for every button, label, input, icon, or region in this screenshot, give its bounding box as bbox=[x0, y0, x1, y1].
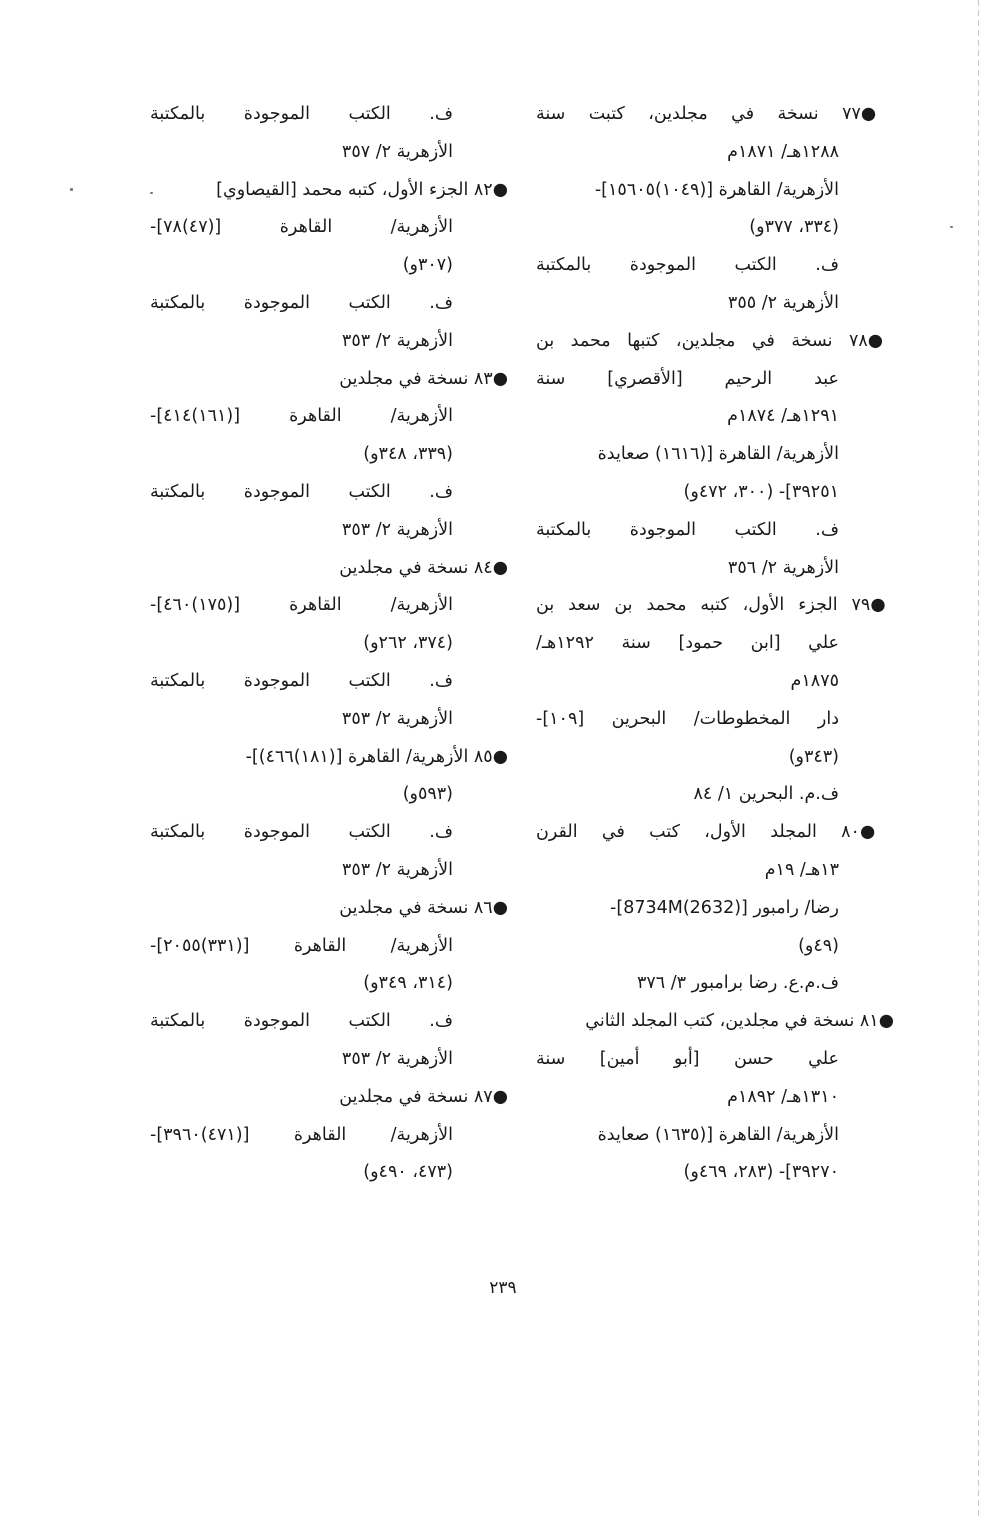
entry-line: ١٨٧٥م bbox=[790, 670, 839, 691]
entry-line: ف.م. البحرين ١/ ٨٤ bbox=[693, 784, 839, 805]
entry-line: ف. الكتب الموجودة بالمكتبة bbox=[150, 1011, 453, 1032]
entry-line: الأزهرية ٢/ ٣٥٥ bbox=[727, 292, 839, 313]
entry-line: الأزهرية/ القاهرة [(١٧٥)٤٦٠]- bbox=[150, 595, 453, 616]
scan-speck bbox=[950, 226, 953, 228]
entry-line: ف.م.ع. رضا برامبور ٣/ ٣٧٦ bbox=[636, 973, 839, 994]
entry-heading: ●٨٠ المجلد الأول، كتب في القرن bbox=[536, 822, 894, 843]
entry-heading: ●٨٢ الجزء الأول، كتبه محمد [القيصاوي] bbox=[216, 179, 508, 200]
entry-line: الأزهرية ٢/ ٣٥٦ bbox=[727, 557, 839, 578]
entry-line: (٥٩٣و) bbox=[402, 784, 453, 805]
entry-line: ٣٩٢٧٠]- (٢٨٣، ٤٦٩و) bbox=[683, 1162, 839, 1183]
entry-heading: ●٧٩ الجزء الأول، كتبه محمد بن سعد بن bbox=[536, 595, 894, 616]
entry-line: (٣٠٧و) bbox=[402, 255, 453, 276]
entry-line: علي [ابن حمود] سنة ١٢٩٢هـ/ bbox=[536, 633, 839, 654]
entry-line: (٤٧٣، ٤٩٠و) bbox=[363, 1162, 453, 1183]
entry-line: ١٣١٠هـ/ ١٨٩٢م bbox=[727, 1086, 839, 1107]
entry-line: الأزهرية/ القاهرة [(١٦١٦) صعايدة bbox=[597, 444, 839, 465]
entry-line: رضا/ رامبور [(2632)8734M]- bbox=[610, 897, 839, 918]
entry-heading: ●٧٨ نسخة في مجلدين، كتبها محمد بن bbox=[536, 330, 894, 351]
entry-line: ف. الكتب الموجودة بالمكتبة bbox=[536, 519, 839, 540]
entry-line: (٣٣٩، ٣٤٨و) bbox=[363, 444, 453, 465]
entry-heading: ●٨٧ نسخة في مجلدين bbox=[339, 1086, 508, 1107]
entry-line: الأزهرية ٢/ ٣٥٣ bbox=[341, 519, 453, 540]
entry-line: الأزهرية/ القاهرة [(٤٧)٧٨]- bbox=[150, 217, 453, 238]
entry-line: الأزهرية/ القاهرة [(١٠٤٩)١٥٦٠٥]- bbox=[594, 179, 839, 200]
entry-line: الأزهرية ٢/ ٣٥٧ bbox=[341, 141, 453, 162]
entry-line: الأزهرية ٢/ ٣٥٣ bbox=[341, 1048, 453, 1069]
entry-line: (٤٩و) bbox=[798, 935, 839, 956]
entry-line: ١٣هـ/ ١٩م bbox=[764, 859, 839, 880]
entry-line: ف. الكتب الموجودة بالمكتبة bbox=[150, 292, 453, 313]
entry-line: الأزهرية/ القاهرة [(٤٧١)٣٩٦٠]- bbox=[150, 1124, 453, 1145]
entry-line: ف. الكتب الموجودة بالمكتبة bbox=[150, 670, 453, 691]
entry-line: الأزهرية/ القاهرة [(٣٣١)٢٠٥٥]- bbox=[150, 935, 453, 956]
entry-heading: ●٨٥ الأزهرية/ القاهرة [(١٨١)٤٦٦)]- bbox=[245, 746, 508, 767]
entry-line: الأزهرية ٢/ ٣٥٣ bbox=[341, 859, 453, 880]
entry-line: دار المخطوطات/ البحرين [١٠٩]- bbox=[536, 708, 839, 729]
entry-line: (٣٣٤، ٣٧٧و) bbox=[749, 217, 839, 238]
entry-line: (٣١٤، ٣٤٩و) bbox=[363, 973, 453, 994]
entry-line: الأزهرية/ القاهرة [(١٦١)٤١٤]- bbox=[150, 406, 453, 427]
scan-speck bbox=[70, 188, 73, 191]
entry-heading: ●٨٦ نسخة في مجلدين bbox=[339, 897, 508, 918]
entry-line: ف. الكتب الموجودة بالمكتبة bbox=[150, 104, 453, 124]
entry-line: ١٢٨٨هـ/ ١٨٧١م bbox=[727, 141, 839, 162]
entry-heading: ●٨١ نسخة في مجلدين، كتب المجلد الثاني bbox=[585, 1011, 894, 1032]
entry-line: (٣٧٤، ٢٦٢و) bbox=[363, 633, 453, 654]
entry-line: الأزهرية/ القاهرة [(١٦٣٥) صعايدة bbox=[597, 1124, 839, 1145]
page-number: ٢٣٩ bbox=[489, 1278, 517, 1298]
entry-line: ف. الكتب الموجودة بالمكتبة bbox=[150, 481, 453, 502]
entry-heading: ●٨٤ نسخة في مجلدين bbox=[339, 557, 508, 578]
entry-heading: ●٧٧ نسخة في مجلدين، كتبت سنة bbox=[536, 104, 894, 124]
entry-line: عبد الرحيم [الأقصري] سنة bbox=[536, 368, 839, 389]
left-column bbox=[150, 96, 508, 1192]
right-column bbox=[536, 96, 894, 1192]
entry-line: الأزهرية ٢/ ٣٥٣ bbox=[341, 330, 453, 351]
entry-line: (٣٤٣و) bbox=[788, 746, 839, 767]
page-edge-line bbox=[978, 0, 979, 1517]
entry-line: ف. الكتب الموجودة بالمكتبة bbox=[150, 822, 453, 843]
entry-heading: ●٨٣ نسخة في مجلدين bbox=[339, 368, 508, 389]
entry-line: ف. الكتب الموجودة بالمكتبة bbox=[536, 255, 839, 276]
entry-line: الأزهرية ٢/ ٣٥٣ bbox=[341, 708, 453, 729]
entry-line: ١٢٩١هـ/ ١٨٧٤م bbox=[727, 406, 839, 427]
entry-line: ٣٩٢٥١]- (٣٠٠، ٤٧٢و) bbox=[683, 481, 839, 502]
entry-line: علي حسن [أبو أمين] سنة bbox=[536, 1048, 839, 1069]
